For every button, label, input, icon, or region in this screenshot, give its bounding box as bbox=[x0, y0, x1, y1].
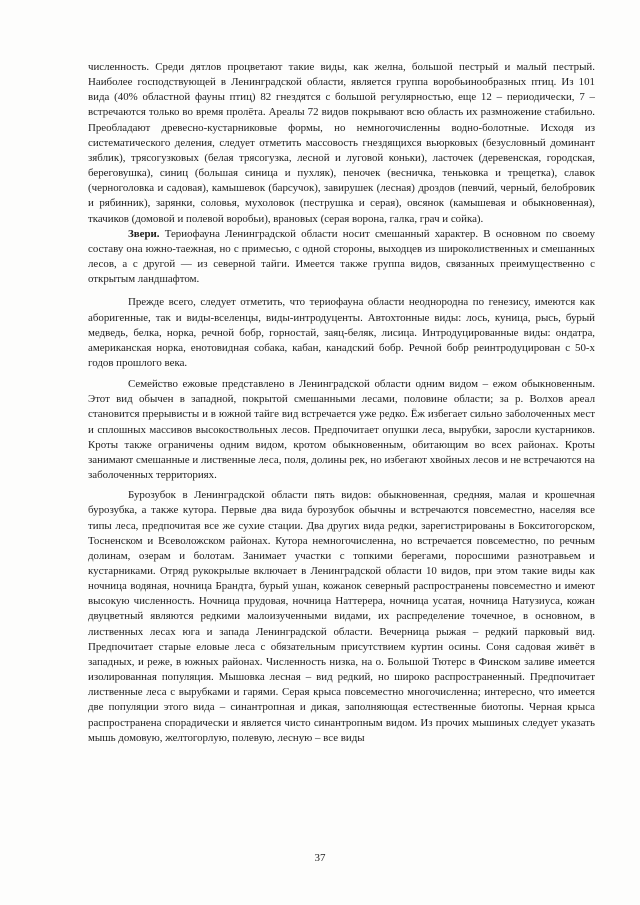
paragraph-mammals-intro bbox=[88, 227, 595, 288]
paragraph-birds-continued: численность. Среди дятлов процветают такие виды, как желна, большой пестрый и малый пестрый. Наиболее господствующей в Ленинградской области, является группа воробьинообразных птиц. Из 101 вида (40% областной фауны птиц) 82 гнездятся с большой регулярностью, еще 12 – периодически, 7 – встречаются только во время пролёта. Ареалы 72 видов покрывают всю область их размножение стабильно. Преобладают древесно-кустарниковые формы, но немногочисленны водно-болотные. Исходя из систематического деления, следует отметить массовость гнездящихся вьюрковых (безусловный доминант зяблик), трясогузковых (белая трясогузка, лесной и луговой коньки), ласточек (деревенская, городская, береговушка), синиц (большая синица и пухляк), пеночек (весничка, теньковка и трещетка), славок (черноголовка и садовая), камышевок (барсучок), завирушек (лесная) дроздов (певчий, черный, белобровик и рябинник), зарянки, соловья, мухоловок (пеструшка и серая), овсянок (камышевая и обыкновенная), ткачиков (домовой и полевой воробьи), врановых (серая ворона, галка, грач и сойка). bbox=[88, 61, 595, 225]
paragraph-shrews-bats-rodents: Бурозубок в Ленинградской области пять видов: обыкновенная, средняя, малая и крошечная бурозубка, а также кутора. Первые два вида бурозубок обычны и встречаются повсеместно, населяя все типы леса, предпочитая все же сухие стации. Два других вида редки, зарегистрированы в Бокситогорском, Тосненском и Всеволожском районах. Кутора немногочисленна, но встречается повсеместно, по речным долинам, озерам и болотам. Занимает участки с топкими берегами, поросшими разнотравьем и кустарниками. Отряд рукокрылые включает в Ленинградской области 10 видов, при этом такие виды как ночница водяная, ночница Брандта, бурый ушан, кожанок северный распространены повсеместно и имеют высокую численность. Ночница прудовая, ночница Наттерера, ночница усатая, ночница Натузиуса, кожан двуцветный являются редкими малоизученными видами, их распределение точечное, в основном, в лиственных лесах юга и запада Ленинградской области. Вечерница рыжая – редкий парковый вид. Предпочитает старые еловые леса с обязательным присутствием куртин осины. Соня садовая живёт в западных, и реже, в южных районах. Численность низка, на о. Большой Тютерс в Финском заливе имеется изолированная популяция. Мышовка лесная – вид редкий, но широко распространенный. Предпочитает лиственные леса с вырубками и гарями. Серая крыса повсеместно многочисленна; интересно, что имеется две популяции этого вида – синантропная и дикая, заполняющая естественные биотопы. Черная крыса распространена спорадически и является чисто синантропным видом. Из прочих мышиных следует указать мышь домовую, желтогорлую, полевую, лесную – все виды bbox=[88, 489, 595, 744]
paragraph-mammals-genesis: Прежде всего, следует отметить, что териофауна области неоднородна по генезису, имеются как аборигенные, так и виды-вселенцы, виды-интродуценты. Автохтонные виды: лось, куница, рысь, бурый медведь, белка, норка, речной бобр, горностай, заяц-беляк, лисица. Интродуцированные виды: ондатра, американская норка, енотовидная собака, кабан, канадский бобр. Речной бобр реинтродуцирован с 50-х годов прошлого века. bbox=[88, 296, 595, 369]
section-heading-mammals: Звери. bbox=[128, 227, 160, 240]
page-number: 37 bbox=[314, 852, 326, 864]
paragraph-hedgehogs-moles: Семейство ежовые представлено в Ленинградской области одним видом – ежом обыкновенным. Этот вид обычен в западной, покрытой смешанными лесами, половине области; за р. Волхов ареал становится прерывисты и в южной тайге вид встречается уже редко. Ёж избегает сильно заболоченных мест и сплошных массивов высокоствольных лесов. Предпочитает опушки леса, вырубки, заросли кустарников. Кроты также ограничены одним видом, кротом обыкновенным, обитающим во всех районах. Кроты занимают смешанные и лиственные леса, поля, долины рек, но избегают хвойных лесов и не встречаются на заболоченных территориях. bbox=[88, 378, 595, 482]
body-text bbox=[88, 60, 595, 746]
paragraph-mammals-intro-text: Териофауна Ленинградской области носит смешанный характер. В основном по своему составу она южно-таежная, но с примесью, с одной стороны, выходцев из широколиственных и смешанных лесов, а с другой — из северной тайги. Имеется также группа видов, связанных преимущественно с открытым ландшафтом. bbox=[88, 227, 595, 286]
